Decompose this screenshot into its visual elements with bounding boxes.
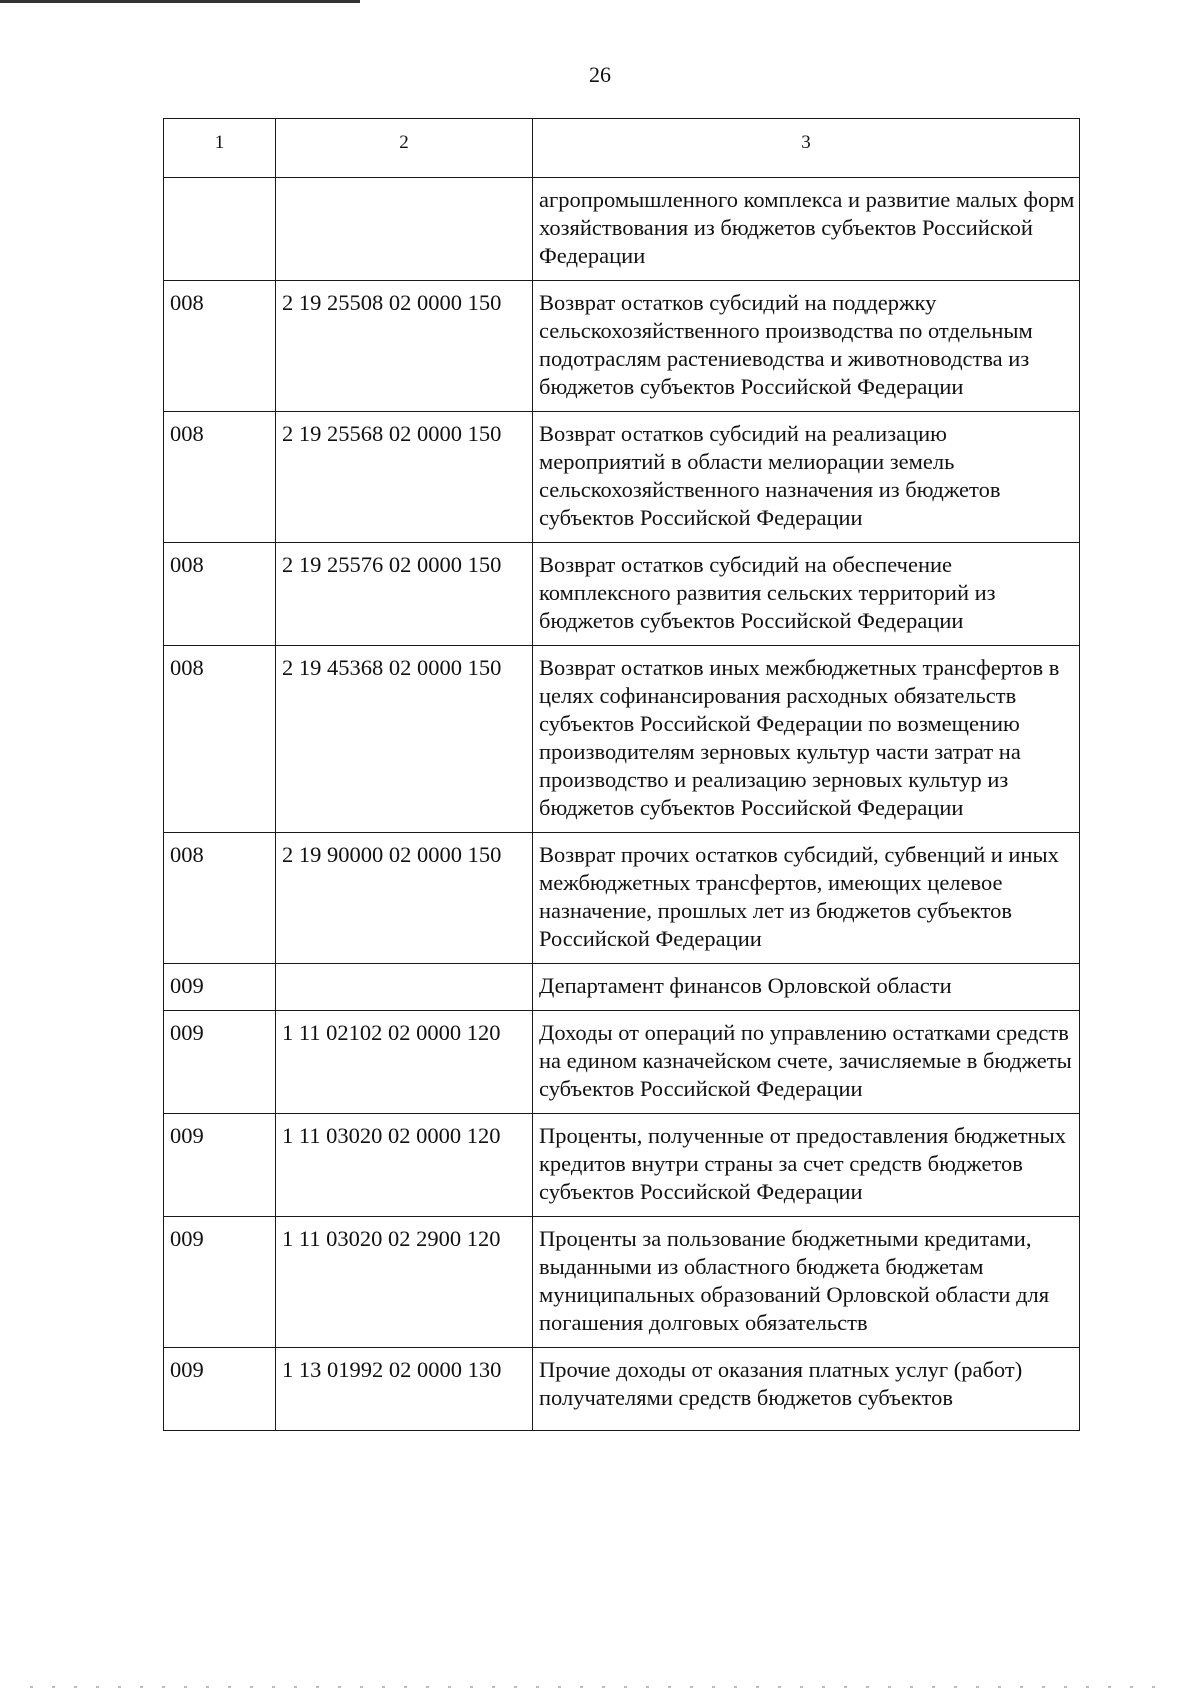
description-cell: Возврат остатков субсидий на поддержку сельскохозяйственного производства по отдельным подотраслям растениеводства и животноводства из бюджетов субъектов Российской Федерации xyxy=(533,281,1080,412)
table-row xyxy=(164,646,1080,833)
table-row xyxy=(164,1114,1080,1217)
budget-code-cell: 1 11 02102 02 0000 120 xyxy=(276,1011,533,1114)
admin-code-cell: 008 xyxy=(164,412,276,543)
table-row xyxy=(164,1011,1080,1114)
table-row xyxy=(164,178,1080,281)
scan-noise-artifact xyxy=(30,1686,1170,1688)
table-row xyxy=(164,1348,1080,1431)
budget-code-cell xyxy=(276,178,533,281)
budget-code-cell: 2 19 25576 02 0000 150 xyxy=(276,543,533,646)
budget-code-cell: 2 19 45368 02 0000 150 xyxy=(276,646,533,833)
description-cell: Возврат прочих остатков субсидий, субвенций и иных межбюджетных трансфертов, имеющих целевое назначение, прошлых лет из бюджетов субъектов Российской Федерации xyxy=(533,833,1080,964)
scan-edge-artifact xyxy=(0,0,360,3)
description-cell: Проценты, полученные от предоставления бюджетных кредитов внутри страны за счет средств бюджетов субъектов Российской Федерации xyxy=(533,1114,1080,1217)
table-header-row xyxy=(164,119,1080,178)
admin-code-cell: 009 xyxy=(164,1114,276,1217)
admin-code-cell: 008 xyxy=(164,543,276,646)
budget-code-cell: 1 13 01992 02 0000 130 xyxy=(276,1348,533,1431)
admin-code-cell: 009 xyxy=(164,1217,276,1348)
description-cell: Доходы от операций по управлению остатками средств на едином казначейском счете, зачисляемые в бюджеты субъектов Российской Федерации xyxy=(533,1011,1080,1114)
table-row xyxy=(164,543,1080,646)
description-cell: Прочие доходы от оказания платных услуг (работ) получателями средств бюджетов субъектов xyxy=(533,1348,1080,1431)
page-number: 26 xyxy=(589,62,611,87)
admin-code-cell: 008 xyxy=(164,833,276,964)
description-cell: Проценты за пользование бюджетными кредитами, выданными из областного бюджета бюджетам муниципальных образований Орловской области для погашения долговых обязательств xyxy=(533,1217,1080,1348)
budget-code-cell: 2 19 25568 02 0000 150 xyxy=(276,412,533,543)
admin-code-cell xyxy=(164,178,276,281)
admin-code-cell: 009 xyxy=(164,1348,276,1431)
revenue-codes-table xyxy=(163,118,1080,1431)
budget-code-cell: 2 19 25508 02 0000 150 xyxy=(276,281,533,412)
table-row xyxy=(164,964,1080,1011)
admin-code-cell: 009 xyxy=(164,964,276,1011)
budget-code-cell: 1 11 03020 02 0000 120 xyxy=(276,1114,533,1217)
table-row xyxy=(164,833,1080,964)
description-cell: Департамент финансов Орловской области xyxy=(533,964,1080,1011)
table-row xyxy=(164,281,1080,412)
budget-code-cell: 2 19 90000 02 0000 150 xyxy=(276,833,533,964)
admin-code-cell: 009 xyxy=(164,1011,276,1114)
description-cell: Возврат остатков субсидий на обеспечение комплексного развития сельских территорий из бюджетов субъектов Российской Федерации xyxy=(533,543,1080,646)
description-cell: агропромышленного комплекса и развитие малых форм хозяйствования из бюджетов субъектов Российской Федерации xyxy=(533,178,1080,281)
table-row xyxy=(164,412,1080,543)
description-cell: Возврат остатков субсидий на реализацию мероприятий в области мелиорации земель сельскохозяйственного назначения из бюджетов субъектов Российской Федерации xyxy=(533,412,1080,543)
admin-code-cell: 008 xyxy=(164,646,276,833)
column-header-1: 1 xyxy=(164,119,276,178)
column-header-3: 3 xyxy=(533,119,1080,178)
budget-code-cell: 1 11 03020 02 2900 120 xyxy=(276,1217,533,1348)
table-row xyxy=(164,1217,1080,1348)
budget-code-cell xyxy=(276,964,533,1011)
description-cell: Возврат остатков иных межбюджетных трансфертов в целях софинансирования расходных обязательств субъектов Российской Федерации по возмещению производителям зерновых культур части затрат на производство и реализацию зерновых культур из бюджетов субъектов Российской Федерации xyxy=(533,646,1080,833)
column-header-2: 2 xyxy=(276,119,533,178)
admin-code-cell: 008 xyxy=(164,281,276,412)
